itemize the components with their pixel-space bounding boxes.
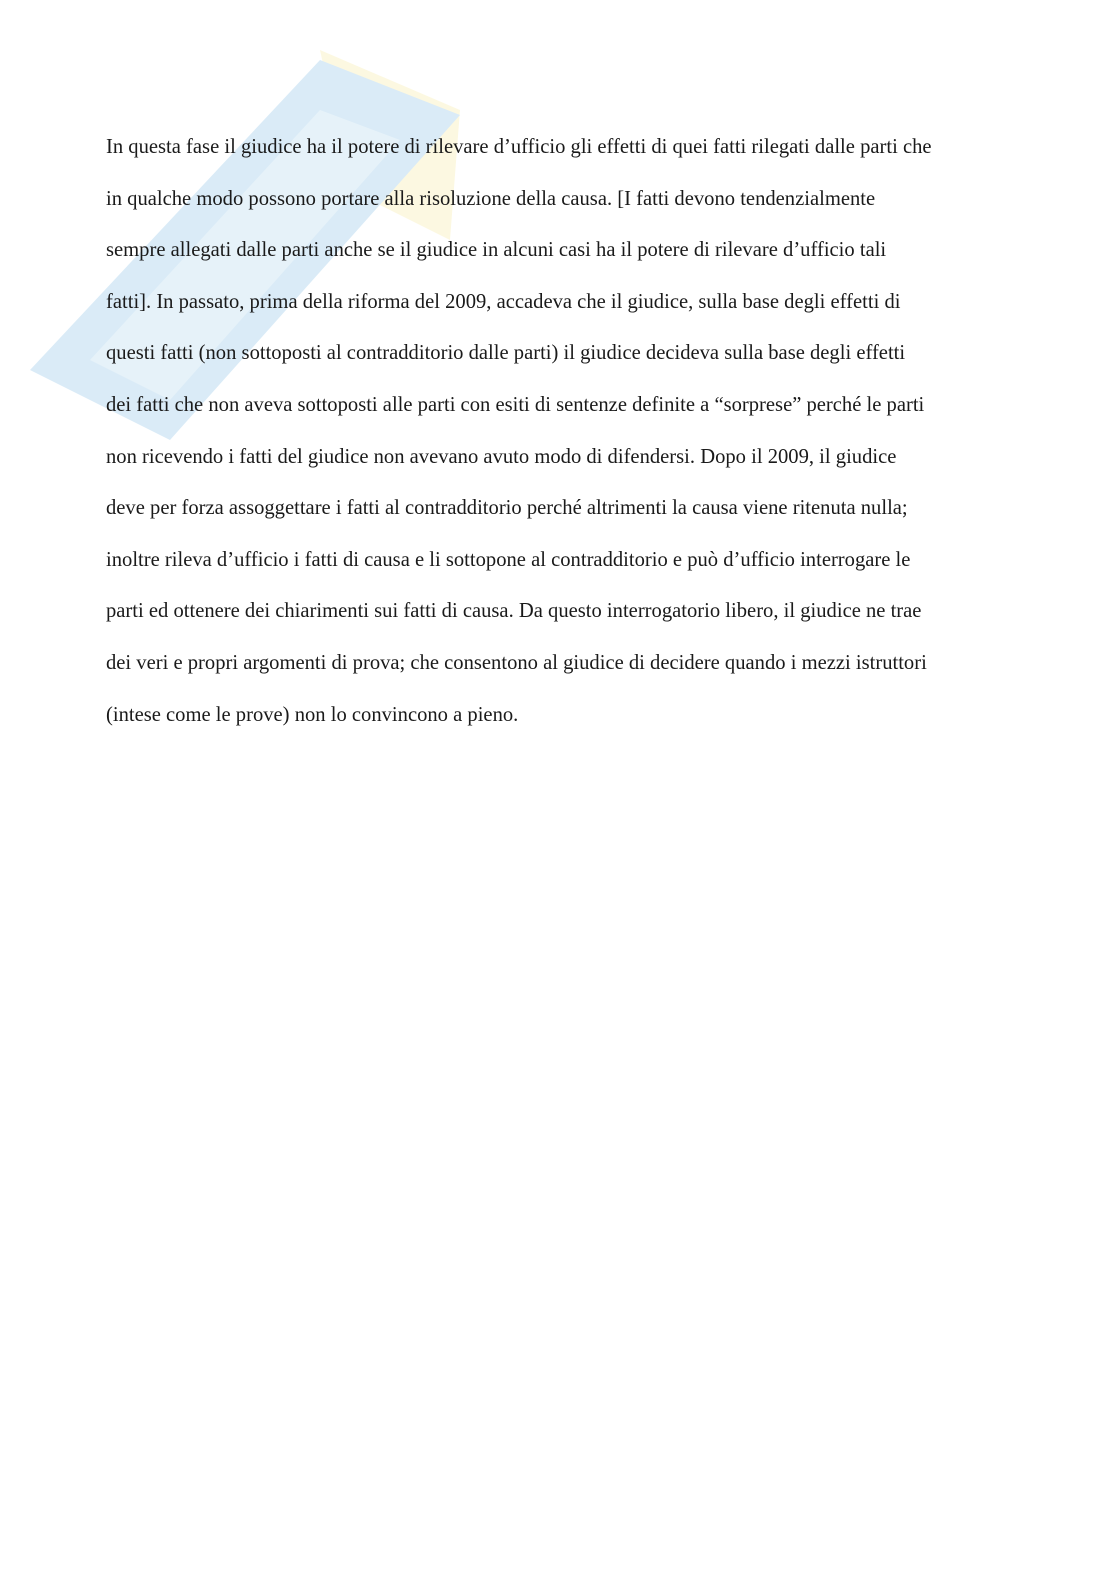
paragraph-line: non ricevendo i fatti del giudice non avevano avuto modo di difendersi. Dopo il 2009, il giudice xyxy=(106,445,897,468)
paragraph-line: deve per forza assoggettare i fatti al contradditorio perché altrimenti la causa viene ritenuta nulla; xyxy=(106,497,908,520)
paragraph-line: dei fatti che non aveva sottoposti alle parti con esiti di sentenze definite a “sorprese” perché le parti xyxy=(106,393,925,416)
paragraph-line: In questa fase il giudice ha il potere di rilevare d’ufficio gli effetti di quei fatti rilegati dalle parti che xyxy=(106,136,932,158)
paragraph-line: parti ed ottenere dei chiarimenti sui fatti di causa. Da questo interrogatorio libero, il giudice ne trae xyxy=(106,600,922,623)
body-paragraph xyxy=(106,122,1016,741)
paragraph-line: inoltre rileva d’ufficio i fatti di causa e li sottopone al contradditorio e può d’ufficio interrogare le xyxy=(106,548,911,571)
paragraph-line: dei veri e propri argomenti di prova; che consentono al giudice di decidere quando i mezzi istruttori xyxy=(106,651,927,674)
paragraph-line: in qualche modo possono portare alla risoluzione della causa. [I fatti devono tendenzialmente xyxy=(106,187,876,210)
paragraph-line: sempre allegati dalle parti anche se il giudice in alcuni casi ha il potere di rilevare d’ufficio tali xyxy=(106,239,887,262)
paragraph-line: fatti]. In passato, prima della riforma del 2009, accadeva che il giudice, sulla base degli effetti di xyxy=(106,290,901,313)
paragraph-line: (intese come le prove) non lo convincono a pieno. xyxy=(106,703,519,726)
paragraph-line: questi fatti (non sottoposti al contradditorio dalle parti) il giudice decideva sulla base degli effetti xyxy=(106,342,906,365)
